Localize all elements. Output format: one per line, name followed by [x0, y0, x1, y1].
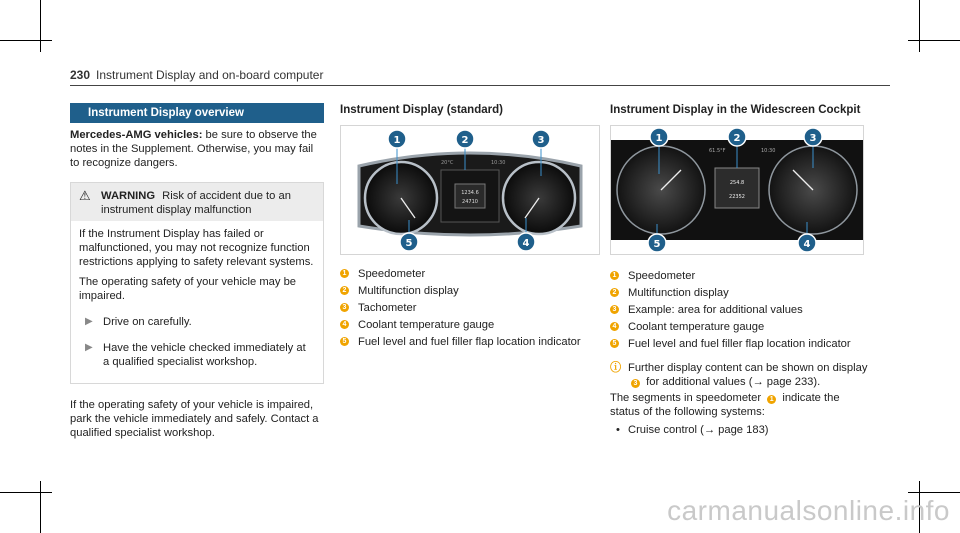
widescreen-cluster-illustration: [611, 126, 863, 254]
info-note: [610, 361, 872, 389]
legend-number: 3: [610, 305, 619, 314]
bullet-text: Cruise control (→ page 183): [628, 424, 769, 436]
intro-lead: Mercedes-AMG vehicles:: [70, 129, 203, 141]
legend-label: Speedometer: [628, 270, 696, 282]
legend-label: Example: area for additional values: [628, 304, 803, 316]
legend-number: 2: [340, 286, 349, 295]
multifunction-screen: [715, 168, 759, 208]
page-title: Instrument Display and on-board computer: [96, 68, 324, 82]
arrow-right-icon: ▶: [85, 342, 93, 353]
crop-mark: [908, 40, 960, 41]
svg-text:4: 4: [803, 239, 811, 250]
page-number: 230: [70, 68, 91, 82]
segments-text: indicate the status of the following systems:: [610, 392, 840, 418]
legend-number: 4: [610, 322, 619, 331]
widescreen-display-heading: Instrument Display in the Widescreen Cockpit: [610, 104, 861, 116]
note-text-part: Further display content can be shown on display: [628, 362, 868, 374]
legend-label: Multifunction display: [358, 285, 459, 297]
callout-5: [400, 233, 418, 251]
callout-2: [728, 128, 746, 146]
svg-text:4: 4: [522, 238, 530, 249]
callout-5: [648, 234, 666, 252]
svg-text:5: 5: [405, 238, 413, 249]
warning-label: WARNING: [101, 190, 156, 202]
crop-mark: [0, 492, 52, 493]
legend-label: Coolant temperature gauge: [628, 321, 765, 333]
note-text: [628, 361, 872, 389]
warning-paragraph: If the Instrument Display has failed or malfunctioned, you may not recognize function restrictions applying to safety relevant systems.: [79, 228, 314, 268]
warning-triangle-icon: ⚠: [79, 188, 91, 203]
legend-item: [340, 335, 600, 349]
note-text-part: for additional values (→ page 233).: [643, 376, 821, 388]
svg-text:3: 3: [537, 135, 545, 146]
crop-mark: [40, 481, 41, 533]
legend-label: Speedometer: [358, 268, 426, 280]
warning-paragraph: The operating safety of your vehicle may be impaired.: [79, 276, 297, 302]
page-header: [70, 68, 323, 82]
column-widescreen-display: [610, 103, 872, 437]
warning-body: [71, 221, 323, 383]
svg-text:2: 2: [733, 133, 741, 144]
legend-label: Fuel level and fuel filler flap location indicator: [358, 336, 581, 348]
crop-mark: [908, 492, 960, 493]
cluster-odo-trip: 254.8: [729, 180, 745, 186]
svg-text:2: 2: [461, 135, 469, 146]
legend-item: [340, 318, 600, 332]
intro-paragraph: [70, 128, 324, 170]
cluster-time: 10:30: [761, 148, 776, 154]
step-text: Have the vehicle checked immediately at a qualified specialist workshop.: [103, 342, 306, 368]
legend-item: [610, 303, 872, 317]
crop-mark: [40, 0, 41, 52]
legend-number: 4: [340, 320, 349, 329]
intro-text: be sure to observe the notes in the Supplement. Otherwise, you may fail to recognize dangers.: [70, 129, 317, 169]
legend-label: Coolant temperature gauge: [358, 319, 495, 331]
legend-item: [610, 337, 872, 351]
legend-number: 5: [610, 339, 619, 348]
cluster-temp: 61.5°F: [709, 148, 726, 154]
step-item: [85, 315, 315, 329]
legend-item: [340, 267, 600, 281]
legend-label: Tachometer: [358, 302, 417, 314]
callout-4: [517, 233, 535, 251]
warning-box: [70, 182, 324, 384]
crop-mark: [919, 0, 920, 52]
legend-item: [610, 286, 872, 300]
legend-number: 1: [610, 271, 619, 280]
note-ref-number: 3: [631, 379, 640, 388]
svg-text:5: 5: [653, 239, 661, 250]
cluster-odo-total: 22352: [729, 194, 745, 200]
widescreen-display-figure: [610, 125, 864, 255]
legend-item: [610, 269, 872, 283]
section-title: Instrument Display overview: [70, 103, 324, 123]
callout-2: [456, 130, 474, 148]
info-icon: ⓘ: [610, 362, 622, 374]
legend-number: 1: [340, 269, 349, 278]
legend-item: [340, 301, 600, 315]
segments-text: The segments in speedometer: [610, 392, 765, 404]
outro-paragraph: If the operating safety of your vehicle is impaired, park the vehicle immediately and safely. Contact a qualified specialist workshop.: [70, 399, 319, 439]
callout-1: [388, 130, 406, 148]
callout-4: [798, 234, 816, 252]
legend-number: 5: [340, 337, 349, 346]
warning-text: Risk of accident due to an instrument display malfunction: [101, 190, 291, 216]
widescreen-legend: [610, 269, 872, 351]
callout-1: [650, 128, 668, 146]
column-overview: [70, 103, 324, 450]
cluster-odo-trip: 1234.6: [461, 190, 479, 196]
standard-display-figure: [340, 125, 600, 255]
standard-cluster-illustration: [341, 126, 599, 254]
legend-number: 3: [340, 303, 349, 312]
step-item: [85, 341, 315, 369]
callout-3: [804, 128, 822, 146]
cluster-time: 10:30: [491, 160, 506, 166]
legend-item: [610, 320, 872, 334]
cluster-temp: 20°C: [441, 160, 454, 166]
step-text: Drive on carefully.: [103, 316, 192, 328]
callout-3: [532, 130, 550, 148]
segments-ref-number: 1: [767, 395, 776, 404]
svg-text:1: 1: [393, 135, 401, 146]
legend-label: Multifunction display: [628, 287, 729, 299]
bullet-icon: •: [616, 424, 620, 436]
watermark: carmanualsonline.info: [667, 495, 950, 526]
standard-display-heading: Instrument Display (standard): [340, 104, 503, 116]
bullet-item: [616, 423, 872, 437]
legend-number: 2: [610, 288, 619, 297]
warning-heading: [101, 189, 315, 217]
arrow-right-icon: ▶: [85, 316, 93, 327]
legend-item: [340, 284, 600, 298]
crop-mark: [0, 40, 52, 41]
warning-header: [71, 183, 323, 221]
cluster-odo-total: 24710: [462, 199, 478, 205]
standard-legend: [340, 267, 600, 349]
segments-paragraph: [610, 391, 872, 419]
column-standard-display: [340, 103, 600, 352]
legend-label: Fuel level and fuel filler flap location indicator: [628, 338, 851, 350]
header-rule: [70, 85, 890, 86]
svg-text:3: 3: [809, 133, 817, 144]
svg-text:1: 1: [655, 133, 663, 144]
